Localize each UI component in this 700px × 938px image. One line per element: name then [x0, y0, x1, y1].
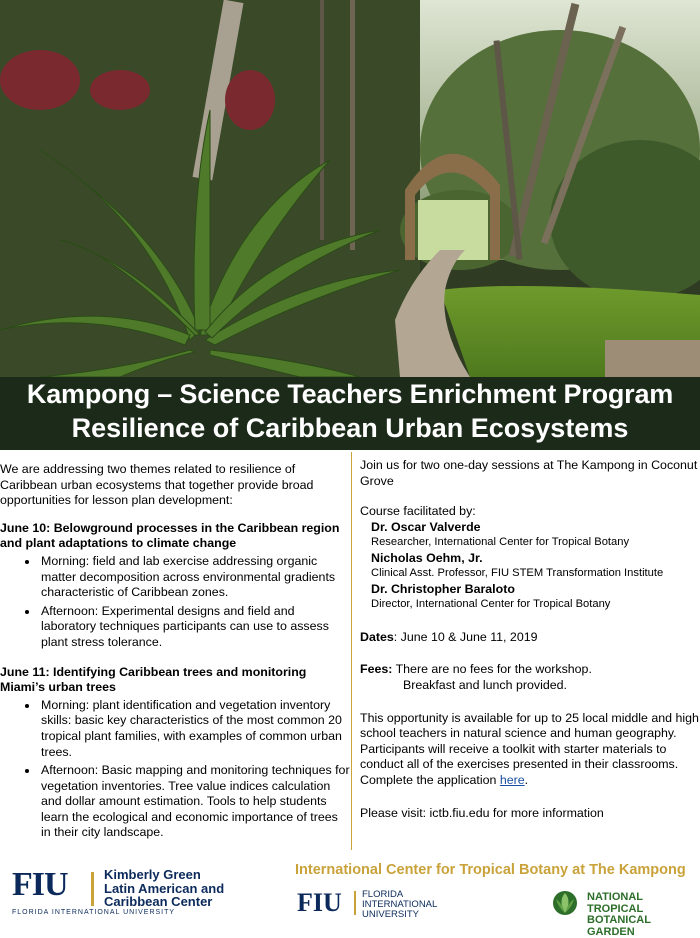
section-heading-june11: June 11: Identifying Caribbean trees and monitoring Miami’s urban trees — [0, 664, 307, 695]
ntbg-leaf-icon — [548, 889, 582, 915]
ictb-heading: International Center for Tropical Botany at The Kampong — [295, 862, 686, 878]
kg-line: Latin American and — [104, 880, 225, 896]
facilitator-name: Dr. Oscar Valverde — [371, 519, 481, 534]
fiu-small-line: FLORIDA — [362, 889, 404, 900]
column-divider — [351, 452, 352, 850]
facilitator-title: Researcher, International Center for Tropical Botany — [371, 536, 630, 549]
fees-value: There are no fees for the workshop. — [392, 662, 592, 677]
dates-line — [360, 630, 700, 646]
june10-list — [0, 554, 350, 651]
visit-text: Please visit: ictb.fiu.edu for more information — [360, 805, 604, 820]
fees-note: Breakfast and lunch provided. — [403, 677, 567, 692]
list-item: • Afternoon: Basic mapping and monitoring techniques for vegetation inventories. Tree value indices calculation and dollar amount estimation. Tools to help students learn the ecological and economic importance of trees in their city landscape. — [39, 763, 350, 841]
program-title: Kampong – Science Teachers Enrichment Program — [26, 379, 674, 409]
ntbg-line: BOTANICAL GARDEN — [587, 914, 651, 938]
kglacc-logo-text — [104, 868, 224, 909]
garden-photo — [0, 0, 700, 377]
fiu-full-name: FLORIDA INTERNATIONAL UNIVERSITY — [12, 909, 176, 916]
facilitator-name: Dr. Christopher Baraloto — [371, 581, 515, 596]
section-heading-june10: June 10: Belowground processes in the Caribbean region and plant adaptations to climate change — [0, 520, 340, 551]
logo-divider — [354, 891, 356, 915]
fiu-logo: FIU — [12, 866, 68, 903]
facilitated-label: Course facilitated by: — [360, 504, 476, 519]
opportunity-text — [360, 711, 700, 789]
list-item: • Afternoon: Experimental designs and field and laboratory techniques participants can use to assess plant stress tolerance. — [39, 604, 350, 651]
fiu-small-line: UNIVERSITY — [362, 909, 420, 920]
kg-line: Caribbean Center — [104, 894, 213, 909]
june11-list — [0, 698, 350, 841]
logo-divider — [91, 872, 94, 906]
facilitator-name: Nicholas Oehm, Jr. — [371, 550, 483, 565]
facilitator-title: Director, International Center for Tropical Botany — [371, 598, 611, 611]
list-item: • Morning: plant identification and vegetation inventory skills: basic key characteristics of the most common 20 tropical plant families, with examples of common urban trees. — [39, 698, 350, 760]
intro-text: We are addressing two themes related to resilience of Caribbean urban ecosystems that together provide broad opportunities for lesson plan development: — [0, 462, 314, 508]
join-text: Join us for two one-day sessions at The Kampong in Coconut Grove — [360, 458, 698, 488]
ntbg-line: NATIONAL TROPICAL — [587, 891, 644, 915]
list-item: • Morning: field and lab exercise addressing organic matter decomposition across environmental gradients characteristic of Caribbean zones. — [39, 554, 350, 601]
facilitator-title: Clinical Asst. Professor, FIU STEM Transformation Institute — [371, 567, 664, 580]
fees-line — [360, 662, 700, 678]
fees-label: Fees: — [360, 662, 393, 677]
fiu-small-line: INTERNATIONAL — [362, 899, 438, 910]
fiu-small-logo: FIU — [297, 888, 342, 917]
right-column — [360, 458, 700, 821]
kg-line: Kimberly Green — [104, 867, 201, 882]
dates-label: Dates — [360, 629, 394, 644]
application-link[interactable]: here — [499, 772, 525, 787]
title-banner — [0, 377, 700, 450]
program-subtitle: Resilience of Caribbean Urban Ecosystems — [71, 413, 629, 443]
dates-value: : June 10 & June 11, 2019 — [393, 629, 538, 644]
opportunity-body: This opportunity is available for up to 25 local middle and high school teachers in natural science and human geography. Participants will receive a toolkit with starter materials to conduct all of the exercises presented in their classrooms. Complete the application — [360, 710, 699, 787]
ntbg-logo-text — [587, 892, 700, 938]
opportunity-period: . — [524, 772, 529, 787]
left-column — [0, 462, 350, 844]
fiu-small-text — [362, 890, 437, 920]
